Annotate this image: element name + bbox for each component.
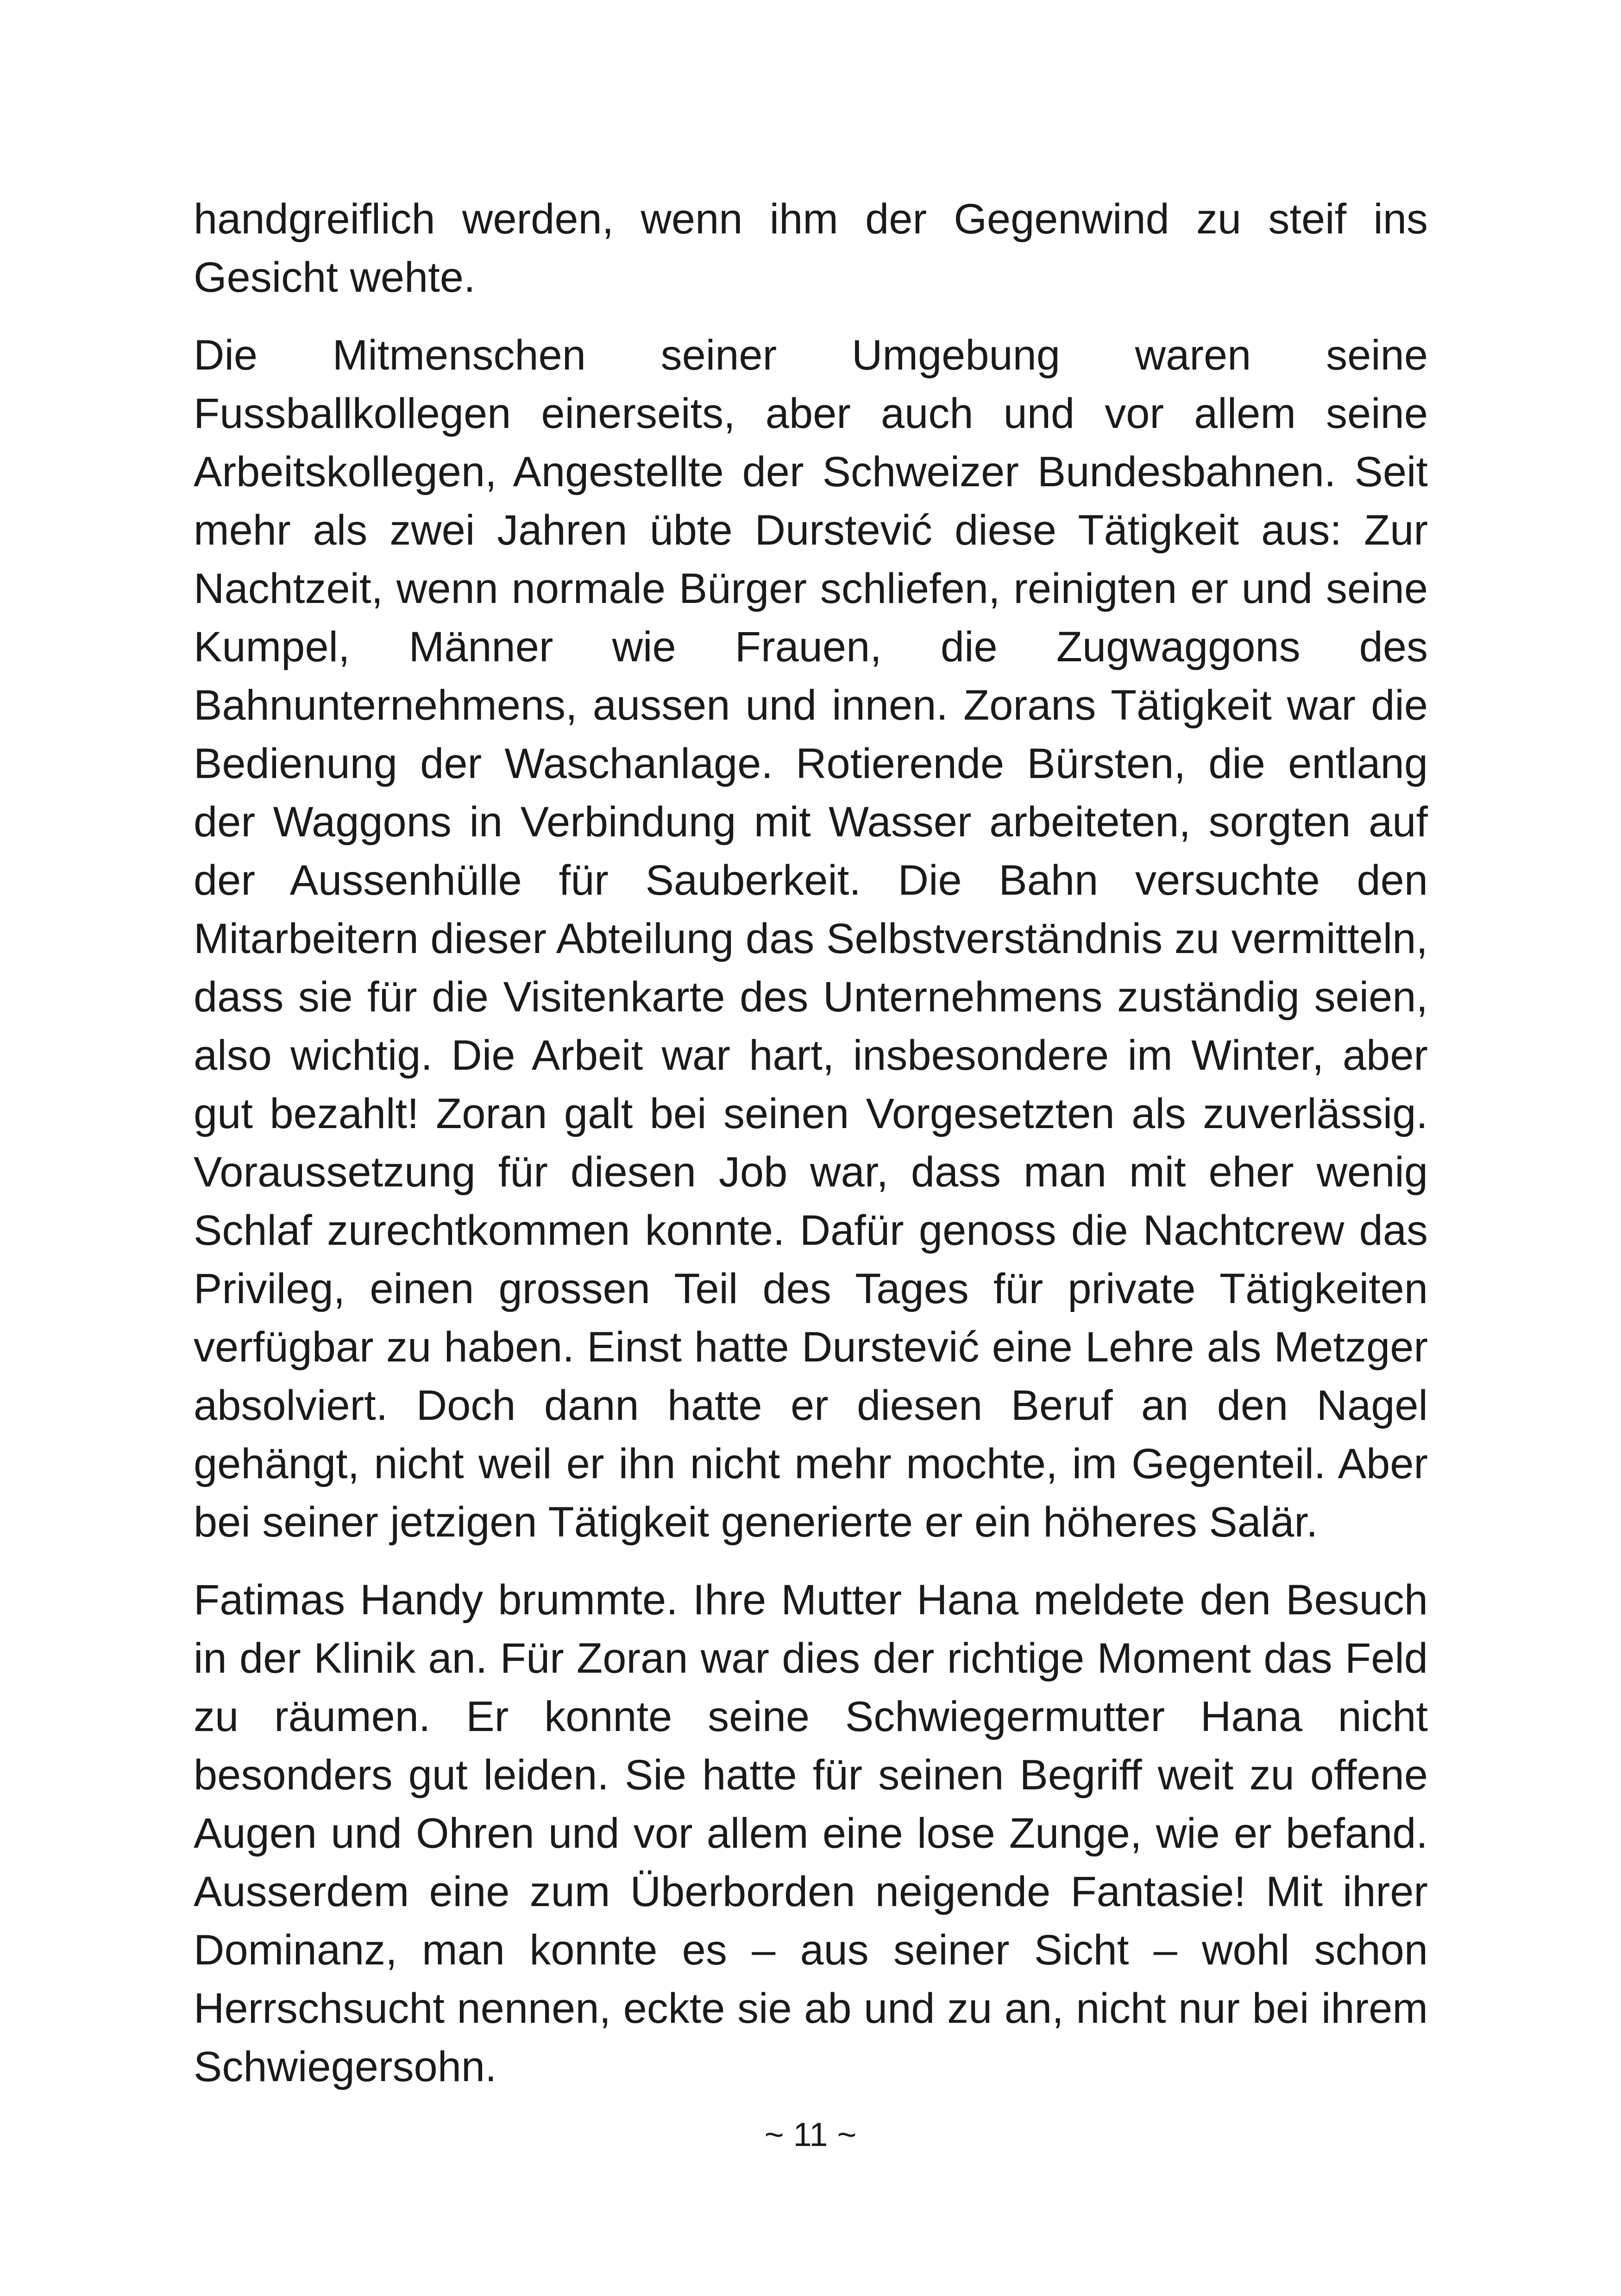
paragraph-1: handgreiflich werden, wenn ihm der Gegenwind zu steif ins Gesicht wehte.	[194, 195, 1428, 301]
page-number: ~ 11 ~	[764, 2116, 857, 2153]
body-text	[194, 190, 1428, 2096]
paragraph-2: Die Mitmenschen seiner Umgebung waren seine Fussballkollegen einerseits, aber auch und vor allem seine Arbeitskollegen, Angestellte der Schweizer Bundesbahnen. Seit mehr als zwei Jahren übte Durstević diese Tätigkeit aus: Zur Nachtzeit, wenn normale Bürger schliefen, reinigten er und seine Kumpel, Männer wie Frauen, die Zugwaggons des Bahnunternehmens, aussen und innen. Zorans Tätigkeit war die Bedienung der Waschanlage. Rotierende Bürsten, die entlang der Waggons in Verbindung mit Wasser arbeiteten, sorgten auf der Aussenhülle für Sauberkeit. Die Bahn versuchte den Mitarbeitern dieser Abteilung das Selbstverständnis zu vermitteln, dass sie für die Visitenkarte des Unternehmens zuständig seien, also wichtig. Die Arbeit war hart, insbesondere im Winter, aber gut bezahlt! Zoran galt bei seinen Vorgesetzten als zuverlässig. Voraussetzung für diesen Job war, dass man mit eher wenig Schlaf zurechtkommen konnte. Dafür genoss die Nachtcrew das Privileg, einen grossen Teil des Tages für private Tätigkeiten verfügbar zu haben. Einst hatte Durstević eine Lehre als Metzger absolviert. Doch dann hatte er diesen Beruf an den Nagel gehängt, nicht weil er ihn nicht mehr mochte, im Gegenteil. Aber bei seiner jetzigen Tätigkeit generierte er ein höheres Salär.	[194, 332, 1428, 1546]
paragraph-3: Fatimas Handy brummte. Ihre Mutter Hana meldete den Besuch in der Klinik an. Für Zoran war dies der richtige Moment das Feld zu räumen. Er konnte seine Schwiegermutter Hana nicht besonders gut leiden. Sie hatte für seinen Begriff weit zu offene Augen und Ohren und vor allem eine lose Zunge, wie er befand. Ausserdem eine zum Überborden neigende Fantasie! Mit ihrer Dominanz, man konnte es – aus seiner Sicht – wohl schon Herrschsucht nennen, eckte sie ab und zu an, nicht nur bei ihrem Schwiegersohn.	[194, 1576, 1428, 2090]
